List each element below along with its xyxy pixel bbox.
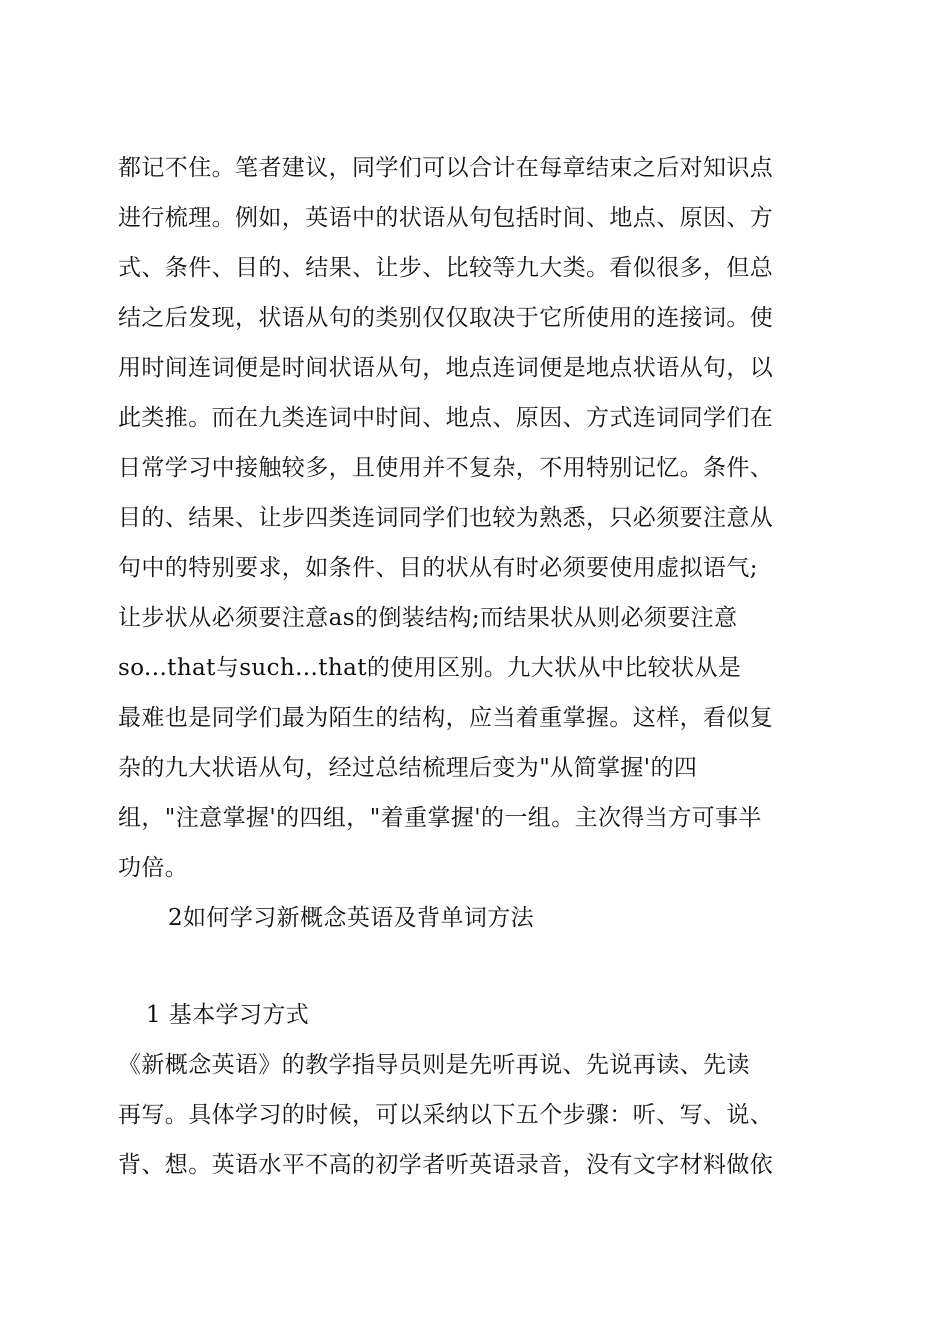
- paragraph-line: 式、条件、目的、结果、让步、比较等九大类。看似很多，但总: [118, 255, 774, 281]
- paragraph-line: 结之后发现，状语从句的类别仅仅取决于它所使用的连接词。使: [118, 305, 774, 331]
- paragraph-line: 目的、结果、让步四类连词同学们也较为熟悉，只必须要注意从: [118, 505, 774, 531]
- section-heading: 2如何学习新概念英语及背单词方法: [168, 905, 535, 931]
- paragraph-line: 功倍。: [118, 855, 189, 881]
- paragraph-line: 《新概念英语》的教学指导员则是先听再说、先说再读、先读: [118, 1052, 750, 1078]
- paragraph-line: 用时间连词便是时间状语从句，地点连词便是地点状语从句，以: [118, 355, 774, 381]
- paragraph-line: 此类推。而在九类连词中时间、地点、原因、方式连词同学们在: [118, 405, 774, 431]
- paragraph-line: 都记不住。笔者建议，同学们可以合计在每章结束之后对知识点: [118, 155, 774, 181]
- subsection-heading: 1 基本学习方式: [146, 1002, 310, 1028]
- paragraph-line: so...that与such...that的使用区别。九大状从中比较状从是: [118, 655, 742, 681]
- paragraph-line: 让步状从必须要注意as的倒装结构;而结果状从则必须要注意: [118, 605, 738, 631]
- paragraph-line: 杂的九大状语从句，经过总结梳理后变为"从简掌握'的四: [118, 755, 698, 781]
- paragraph-line: 背、想。英语水平不高的初学者听英语录音，没有文字材料做依: [118, 1152, 774, 1178]
- paragraph-line: 组，"注意掌握'的四组，"着重掌握'的一组。主次得当方可事半: [118, 805, 762, 831]
- paragraph-line: 日常学习中接触较多，且使用并不复杂，不用特别记忆。条件、: [118, 455, 774, 481]
- paragraph-line: 再写。具体学习的时候，可以采纳以下五个步骤：听、写、说、: [118, 1102, 774, 1128]
- paragraph-line: 句中的特别要求，如条件、目的状从有时必须要使用虚拟语气;: [118, 555, 758, 581]
- paragraph-line: 进行梳理。例如，英语中的状语从句包括时间、地点、原因、方: [118, 205, 774, 231]
- paragraph-line: 最难也是同学们最为陌生的结构，应当着重掌握。这样，看似复: [118, 705, 774, 731]
